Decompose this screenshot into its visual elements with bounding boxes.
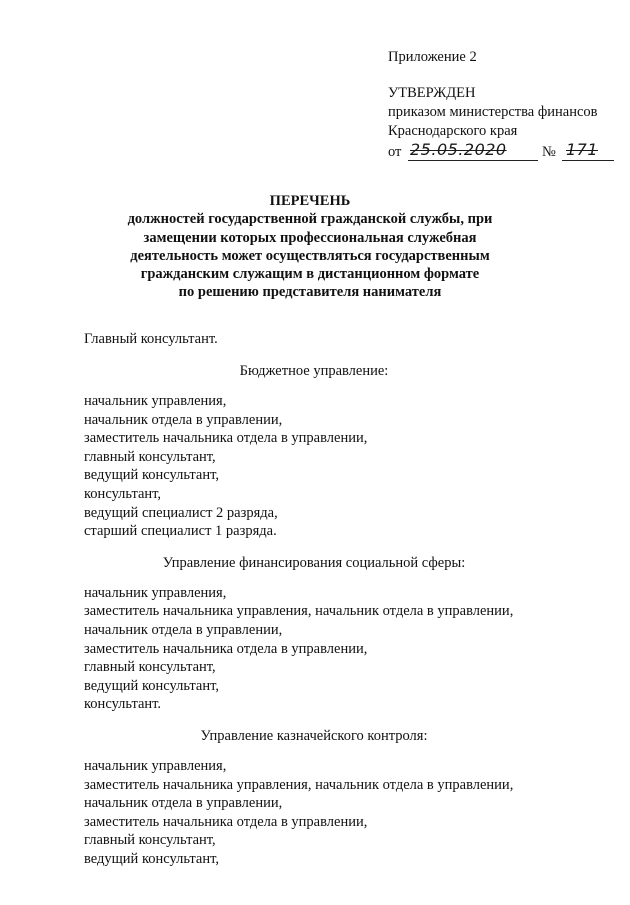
list-item: главный консультант, — [84, 659, 216, 676]
list-item: ведущий специалист 2 разряда, — [84, 504, 278, 521]
department-social-financing — [84, 554, 604, 714]
list-item: консультант, — [84, 485, 162, 502]
number-field — [562, 140, 614, 161]
handwritten-number: 171 — [566, 140, 599, 159]
list-item: начальник отдела в управлении, — [84, 411, 283, 428]
order-by-label: приказом министерства финансов — [388, 104, 598, 120]
positions-list — [84, 330, 604, 868]
list-item: начальник управления, — [84, 393, 227, 409]
list-item: заместитель начальника управления, начальник отдела в управлении, — [84, 603, 514, 620]
number-label: № — [542, 144, 556, 160]
document-title — [120, 192, 500, 302]
list-item: начальник управления, — [84, 757, 227, 774]
title-line: деятельность может осуществляться государственным — [130, 247, 490, 264]
title-line: замещении которых профессиональная служебная — [143, 229, 477, 246]
from-label: от — [388, 144, 402, 160]
list-item: главный консультант, — [84, 448, 216, 465]
list-item: главный консультант, — [84, 832, 216, 849]
date-field — [408, 140, 538, 161]
list-item: начальник управления, — [84, 584, 227, 601]
list-item: ведущий консультант, — [84, 677, 219, 694]
list-item: ведущий консультант, — [84, 467, 219, 484]
list-item: консультант. — [84, 696, 162, 713]
list-item: начальник отдела в управлении, — [84, 621, 283, 638]
department-title: Управление казначейского контроля: — [200, 727, 428, 744]
department-title: Управление финансирования социальной сферы: — [162, 554, 466, 571]
list-item: начальник отдела в управлении, — [84, 795, 283, 812]
first-position: Главный консультант. — [84, 331, 218, 347]
list-item: заместитель начальника отдела в управлении, — [84, 430, 368, 447]
title-line: по решению представителя нанимателя — [178, 284, 442, 301]
date-number-row — [388, 141, 598, 162]
list-item: старший специалист 1 разряда. — [84, 523, 277, 540]
list-item: ведущий консультант, — [84, 850, 219, 867]
appendix-label: Приложение 2 — [388, 49, 477, 65]
department-title: Бюджетное управление: — [239, 363, 389, 379]
title-line: должностей государственной гражданской службы, при — [127, 211, 493, 228]
region-label: Краснодарского края — [388, 123, 518, 139]
department-budget — [84, 362, 604, 541]
approval-stamp-block — [388, 48, 598, 162]
list-item: заместитель начальника отдела в управлении, — [84, 813, 368, 830]
handwritten-date: 25.05.2020 — [410, 140, 507, 159]
department-treasury-control — [84, 727, 604, 869]
approved-label: УТВЕРЖДЕН — [388, 85, 476, 101]
title-line: гражданским служащим в дистанционном формате — [140, 266, 480, 283]
title-heading: ПЕРЕЧЕНЬ — [269, 193, 351, 209]
list-item: заместитель начальника управления, начальник отдела в управлении, — [84, 776, 514, 793]
list-item: заместитель начальника отдела в управлении, — [84, 640, 368, 657]
